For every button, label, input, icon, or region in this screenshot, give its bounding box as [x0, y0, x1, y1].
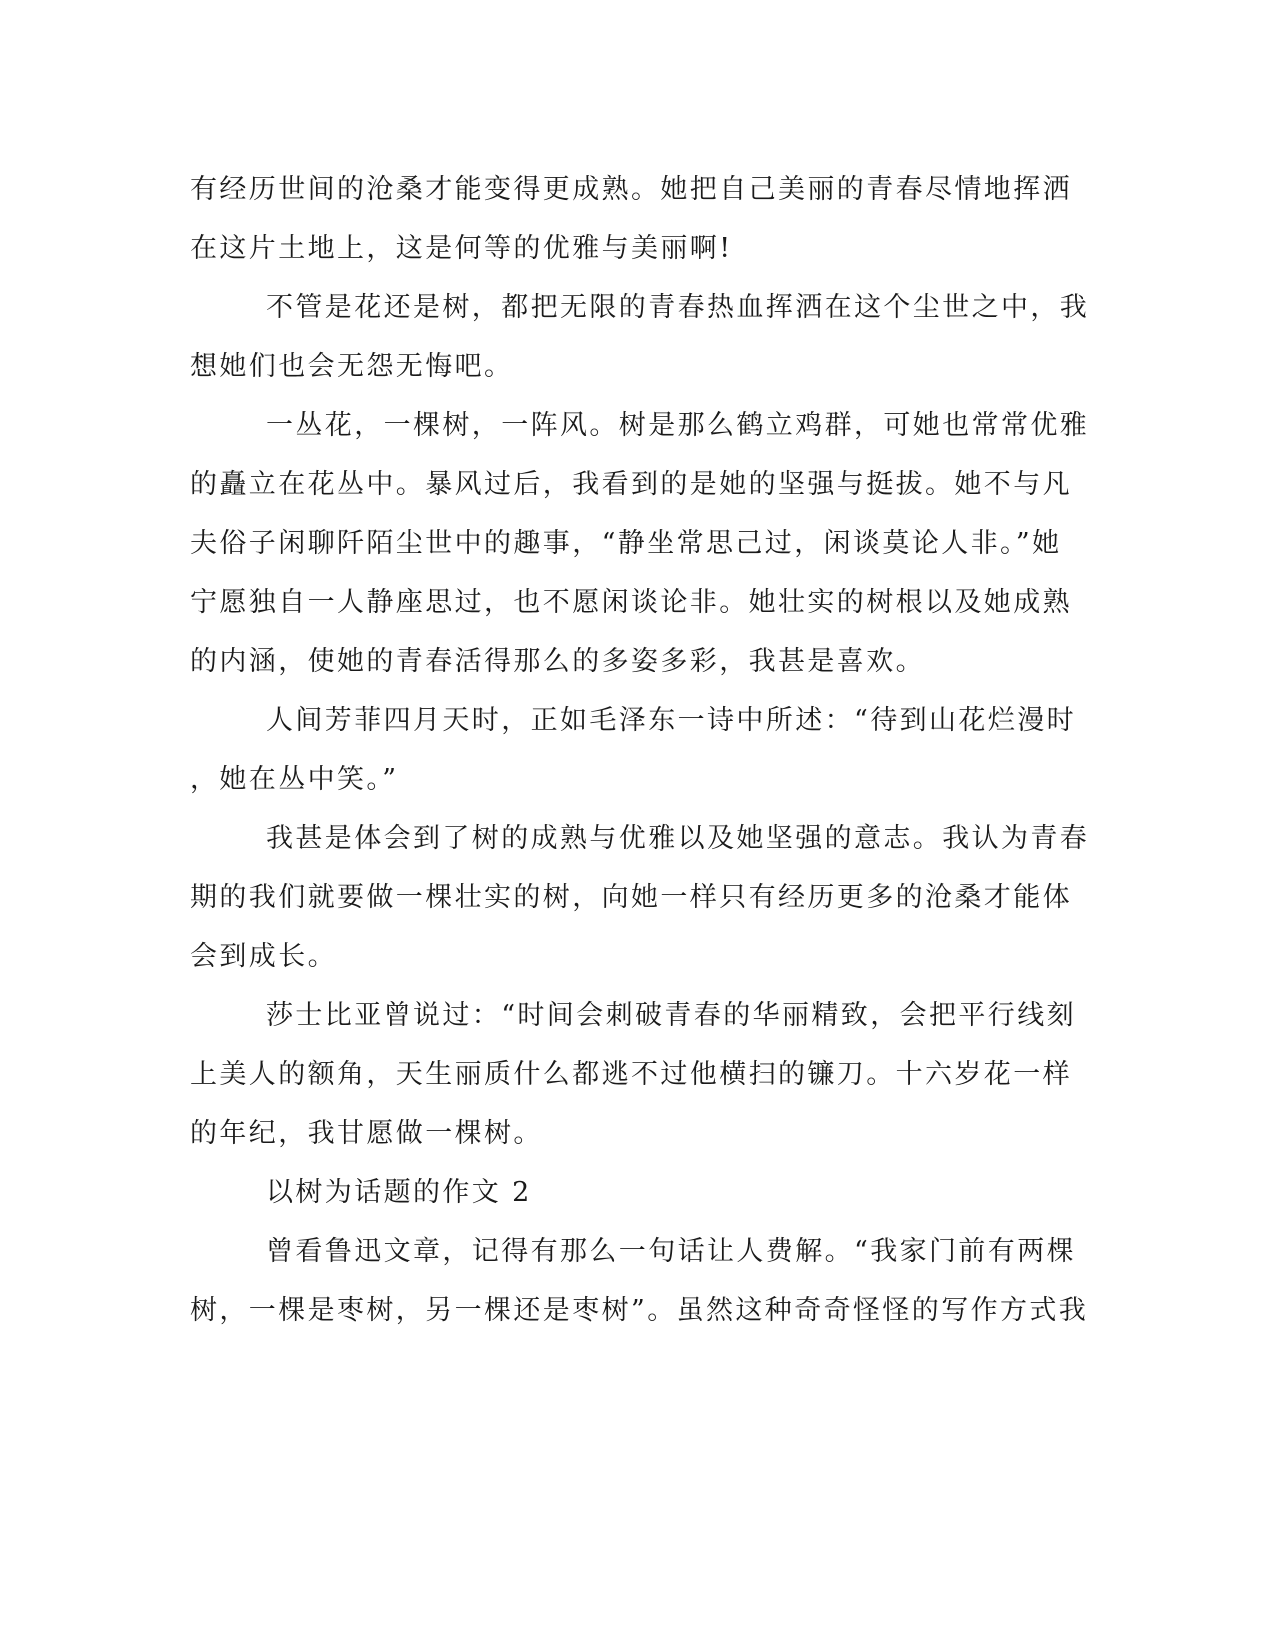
text-line: 曾看鲁迅文章，记得有那么一句话让人费解。“我家门前有两棵	[266, 1236, 1077, 1267]
text-line: 在这片土地上，这是何等的优雅与美丽啊!	[190, 233, 733, 264]
text-line: 不管是花还是树，都把无限的青春热血挥洒在这个尘世之中，我	[266, 292, 1090, 323]
text-line: 有经历世间的沧桑才能变得更成熟。她把自己美丽的青春尽情地挥洒	[190, 174, 1072, 205]
text-line: 宁愿独自一人静座思过，也不愿闲谈论非。她壮实的树根以及她成熟	[190, 587, 1072, 618]
document-body	[190, 160, 1090, 1340]
text-line: 的矗立在花丛中。暴风过后，我看到的是她的坚强与挺拔。她不与凡	[190, 469, 1072, 500]
text-line: 的年纪，我甘愿做一棵树。	[190, 1118, 543, 1149]
text-line: 一丛花，一棵树，一阵风。树是那么鹤立鸡群，可她也常常优雅	[266, 410, 1090, 441]
text-line: 的内涵，使她的青春活得那么的多姿多彩，我甚是喜欢。	[190, 646, 925, 677]
text-line: ，她在丛中笑。”	[190, 764, 399, 795]
text-line: 树，一棵是枣树，另一棵还是枣树”。虽然这种奇奇怪怪的写作方式我	[190, 1295, 1089, 1326]
section-heading: 以树为话题的作文 2	[266, 1177, 532, 1208]
text-line: 上美人的额角，天生丽质什么都逃不过他横扫的镰刀。十六岁花一样	[190, 1059, 1072, 1090]
text-line: 会到成长。	[190, 941, 337, 972]
text-line: 莎士比亚曾说过：“时间会刺破青春的华丽精致，会把平行线刻	[266, 1000, 1077, 1031]
text-line: 夫俗子闲聊阡陌尘世中的趣事，“静坐常思己过，闲谈莫论人非。”她	[190, 528, 1062, 559]
text-line: 想她们也会无怨无悔吧。	[190, 351, 514, 382]
text-line: 期的我们就要做一棵壮实的树，向她一样只有经历更多的沧桑才能体	[190, 882, 1072, 913]
text-line: 人间芳菲四月天时，正如毛泽东一诗中所述：“待到山花烂漫时	[266, 705, 1077, 736]
text-line: 我甚是体会到了树的成熟与优雅以及她坚强的意志。我认为青春	[266, 823, 1090, 854]
